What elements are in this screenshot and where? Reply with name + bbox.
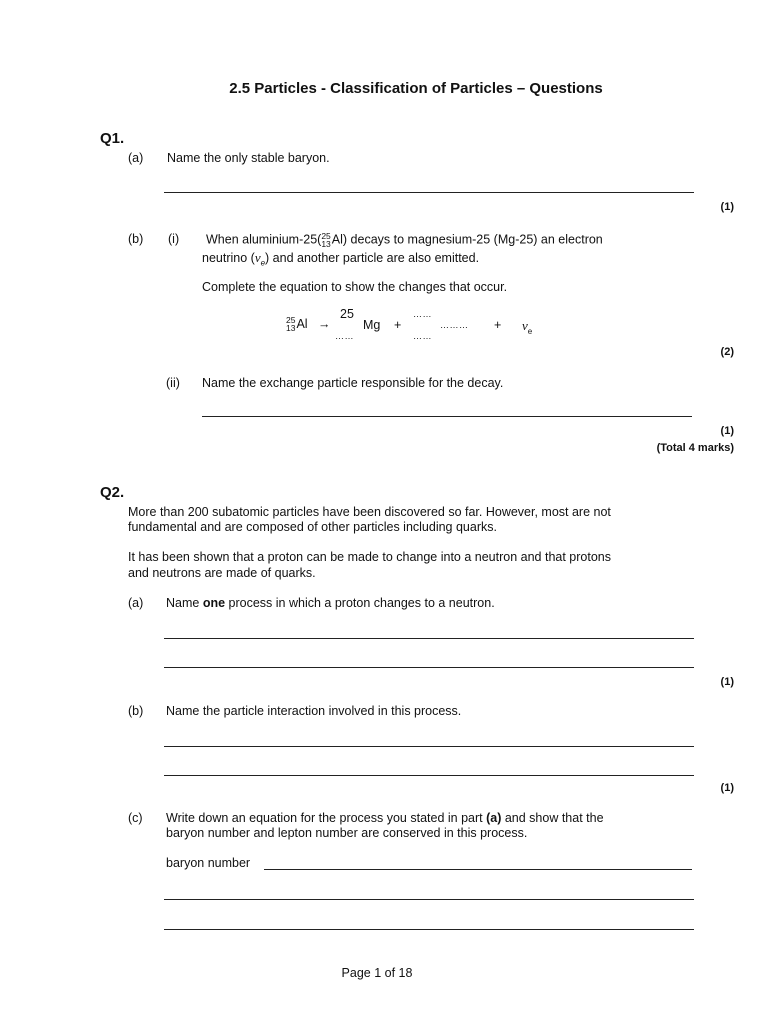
eq-al-nuclide	[286, 315, 308, 333]
page-title: 2.5 Particles - Classification of Particles – Questions	[229, 80, 603, 97]
eq-plus-2: +	[494, 318, 502, 332]
question-2-heading: Q2.	[100, 484, 125, 501]
q2-c-line-1-post: and show that the	[501, 811, 604, 825]
q2-c-line-1-bold: (a)	[486, 811, 502, 825]
neutrino-subscript: e	[260, 258, 266, 268]
q2-c-line-1	[166, 811, 604, 825]
eq-neutrino-subscript: e	[527, 327, 533, 337]
q2-b-text: Name the particle interaction involved in this process.	[166, 704, 462, 718]
q2-a-label: (a)	[128, 596, 144, 610]
eq-al-mass: 25	[286, 314, 296, 325]
al-mass-number: 25	[321, 231, 331, 241]
q2-b-answer-line-2[interactable]	[164, 775, 694, 776]
q2-c-label: (c)	[128, 811, 143, 825]
q1-bi-instruction: Complete the equation to show the changes that occur.	[202, 280, 508, 294]
q2-c-answer-line-2[interactable]	[164, 899, 694, 900]
q2-a-answer-line-2[interactable]	[164, 667, 694, 668]
q1-b-label: (b)	[128, 232, 144, 246]
q2-a-text-pre: Name	[166, 596, 203, 610]
aluminium-nuclide	[321, 232, 330, 248]
q1-bi-line1	[206, 232, 603, 248]
eq-al-atomic: 13	[286, 322, 296, 333]
eq-mg-symbol: Mg	[363, 318, 381, 332]
q1-bii-mark: (1)	[720, 425, 734, 437]
eq-arrow: →	[318, 317, 331, 331]
q1-bi-label: (i)	[168, 232, 180, 246]
eq-plus-1: +	[394, 318, 402, 332]
q2-intro-1-line-1: More than 200 subatomic particles have been discovered so far. However, most are not	[128, 505, 611, 519]
baryon-number-answer-line[interactable]	[264, 869, 692, 870]
q1-bii-answer-line[interactable]	[202, 416, 692, 417]
q2-intro-2-line-1: It has been shown that a proton can be made to change into a neutron and that protons	[128, 550, 611, 564]
al-atomic-number: 13	[321, 239, 331, 249]
q1-bi-line2-post: ) and another particle are also emitted.	[265, 251, 480, 265]
q2-b-label: (b)	[128, 704, 144, 718]
q1-bi-line1-pre: When aluminium-25(	[206, 232, 322, 247]
q1-a-text: Name the only stable baryon.	[167, 151, 330, 165]
eq-mg-atomic-blank[interactable]: ……	[335, 331, 354, 341]
question-1-heading: Q1.	[100, 130, 125, 147]
q2-b-mark: (1)	[720, 782, 734, 794]
q1-a-answer-line[interactable]	[164, 192, 694, 193]
q2-c-answer-line-3[interactable]	[164, 929, 694, 930]
q1-bi-mark: (2)	[720, 346, 734, 358]
q1-bi-line2-pre: neutrino (	[202, 251, 255, 265]
eq-neutrino	[522, 317, 532, 336]
q2-c-line-1-pre: Write down an equation for the process you stated in part	[166, 811, 487, 825]
q2-c-line-2: baryon number and lepton number are conserved in this process.	[166, 826, 528, 840]
q1-a-label: (a)	[128, 151, 144, 165]
q2-a-text-post: process in which a proton changes to a neutron.	[225, 596, 495, 610]
eq-particle-symbol-blank[interactable]: ………	[440, 320, 469, 330]
q1-a-mark: (1)	[720, 201, 734, 213]
q2-b-answer-line-1[interactable]	[164, 746, 694, 747]
q1-bi-line1-post: ) decays to magnesium-25 (Mg-25) an electron	[342, 232, 603, 247]
q2-intro-2-line-2: and neutrons are made of quarks.	[128, 566, 316, 580]
q2-a-text-bold: one	[202, 596, 226, 610]
eq-al-symbol: Al	[296, 317, 308, 331]
q1-bi-line2	[202, 250, 479, 268]
al-symbol: Al	[331, 232, 343, 247]
q2-a-mark: (1)	[720, 676, 734, 688]
eq-particle-top-blank[interactable]: ……	[413, 309, 432, 319]
q2-a-text	[166, 596, 495, 610]
baryon-number-label: baryon number	[166, 856, 251, 870]
neutrino-symbol: ν	[254, 250, 261, 265]
q1-bii-label: (ii)	[166, 376, 180, 390]
eq-particle-bottom-blank[interactable]: ……	[413, 331, 432, 341]
q1-bii-text: Name the exchange particle responsible for the decay.	[202, 376, 504, 390]
eq-mg-mass: 25	[340, 307, 354, 321]
q2-intro-1-line-2: fundamental and are composed of other particles including quarks.	[128, 520, 497, 534]
q1-total-marks: (Total 4 marks)	[656, 442, 734, 454]
eq-neutrino-symbol: ν	[522, 318, 528, 333]
q2-a-answer-line-1[interactable]	[164, 638, 694, 639]
page-number: Page 1 of 18	[341, 966, 413, 980]
